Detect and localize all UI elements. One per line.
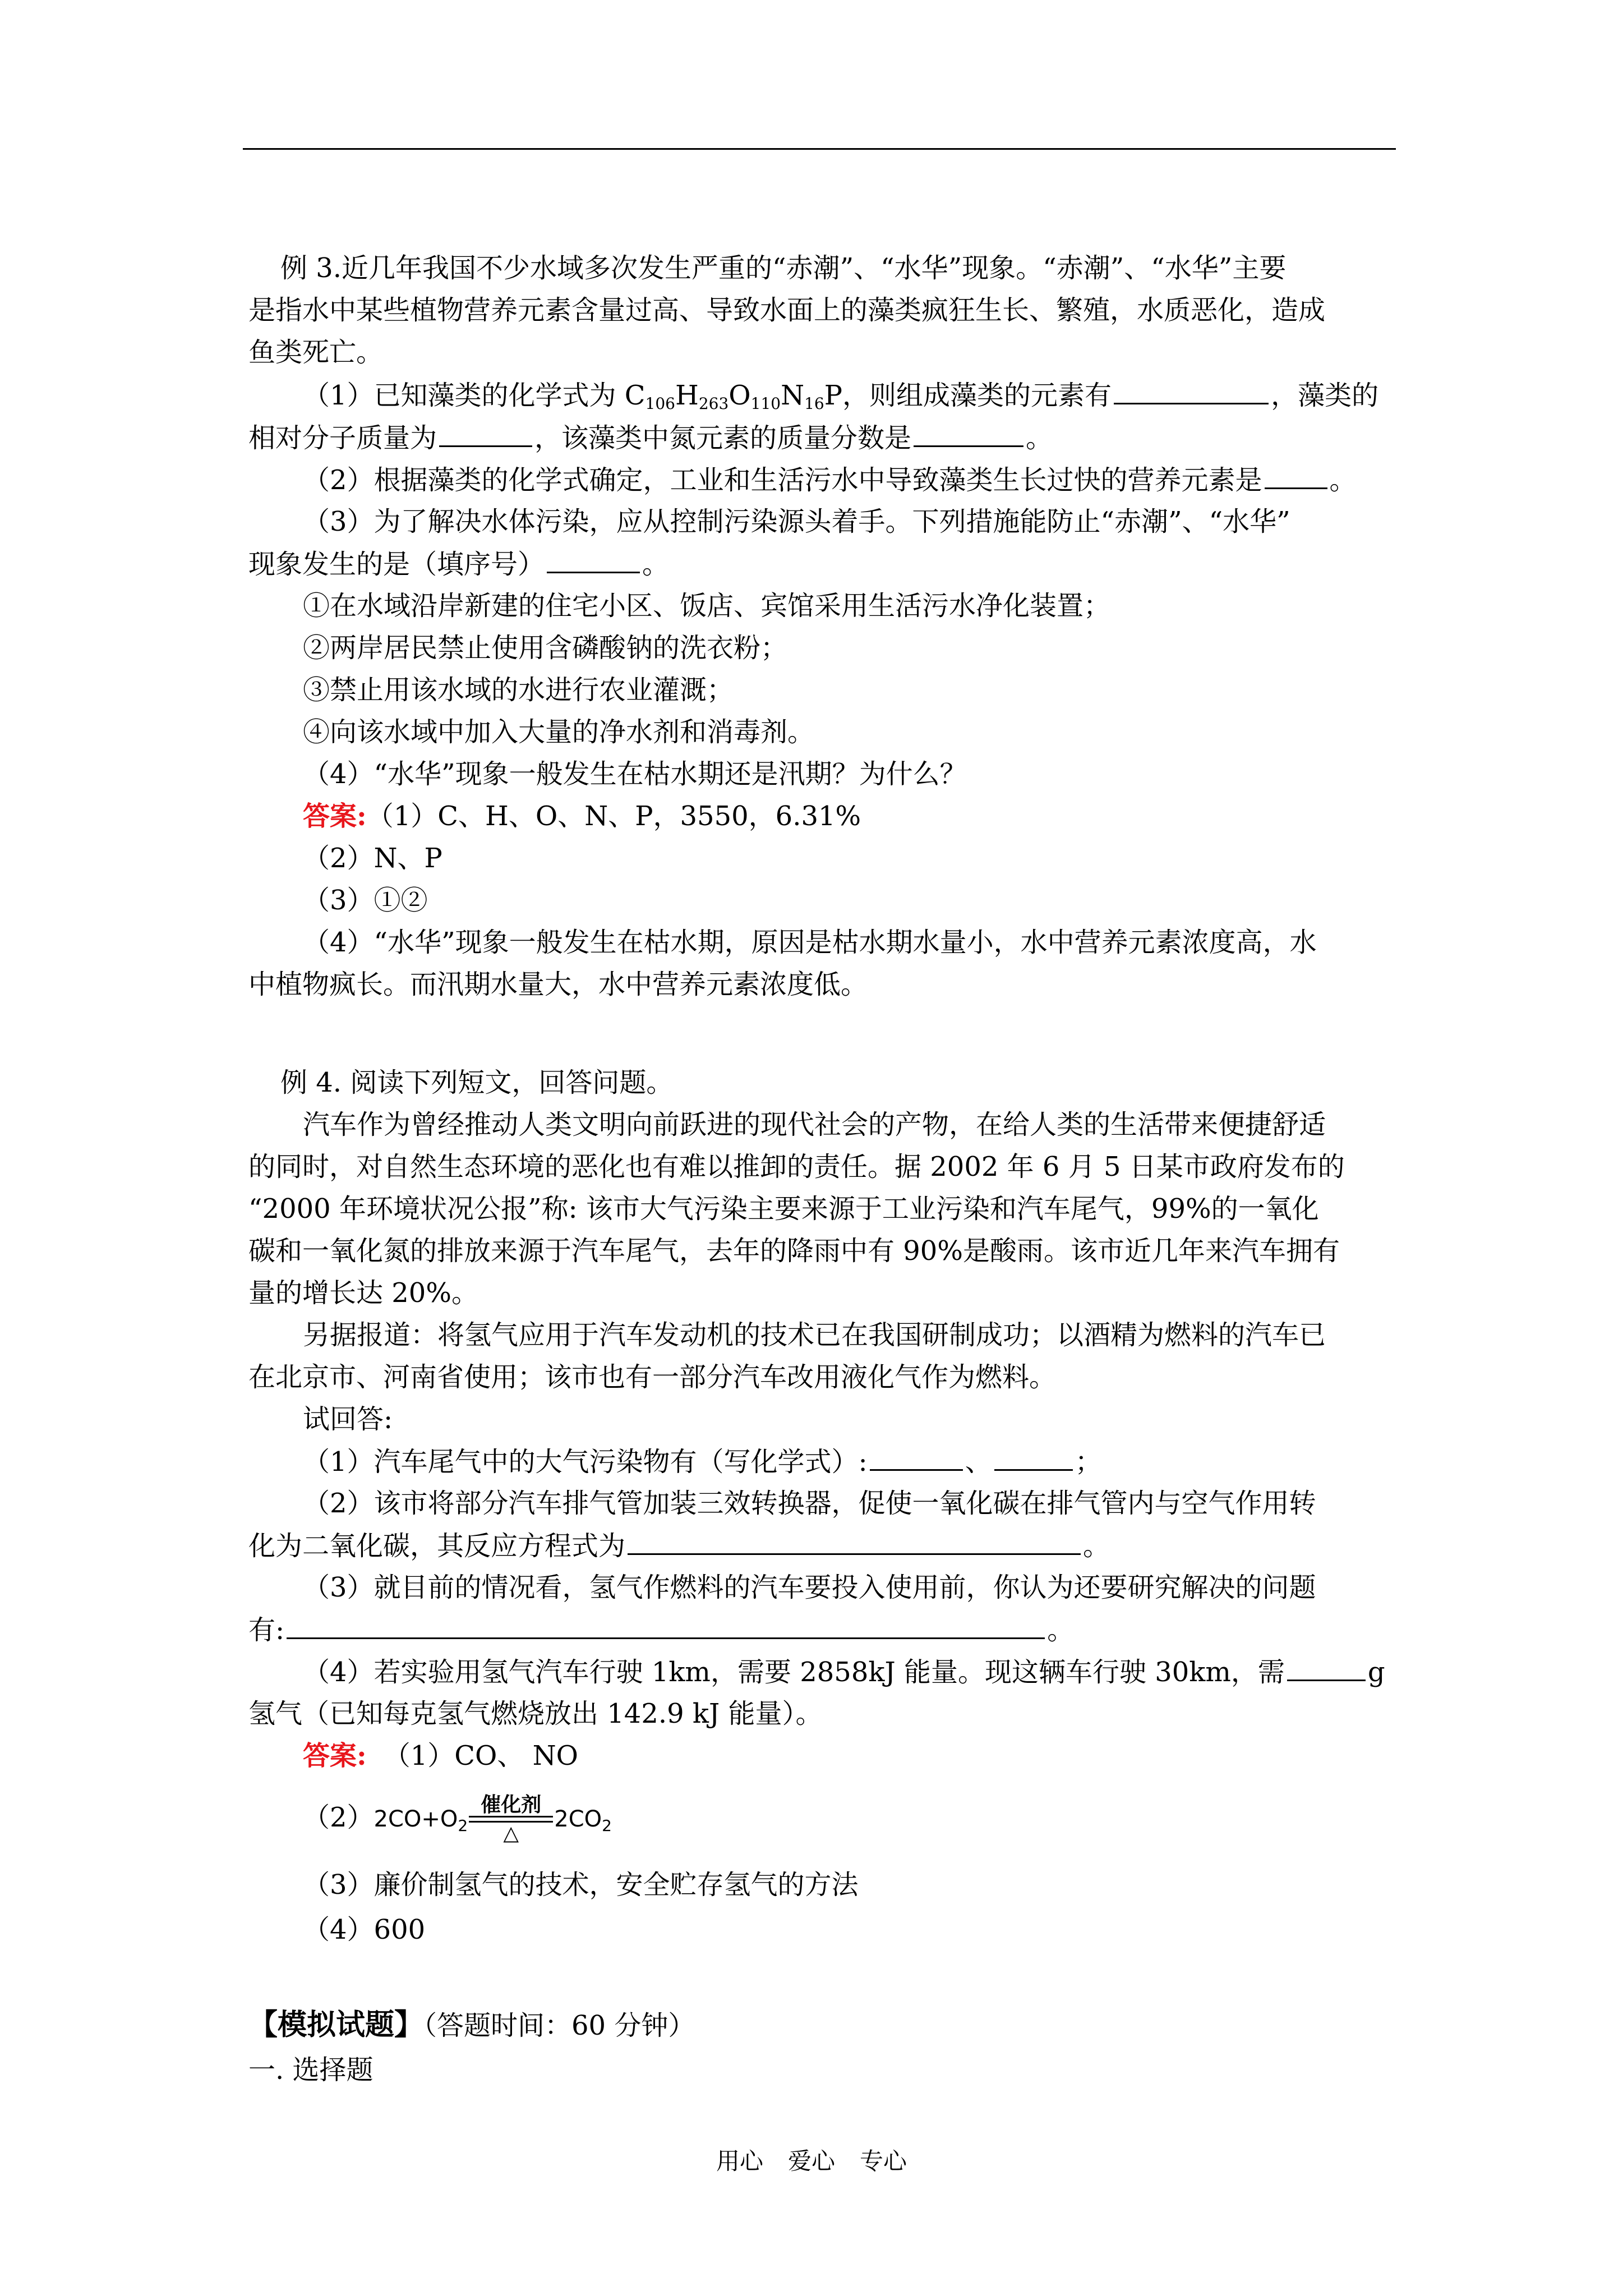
ex4-question-4-cont: 氢气（已知每克氢气燃烧放出 142.9 kJ 能量）。 bbox=[248, 1698, 823, 1729]
answer-blank[interactable] bbox=[1265, 463, 1327, 489]
ex4-passage-line3: “2000 年环境状况公报”称: 该市大气污染主要来源于工业污染和汽车尾气，99%的一氧化 bbox=[248, 1193, 1319, 1225]
answer-blank[interactable] bbox=[287, 1613, 1045, 1639]
ex4-question-2: （2）该市将部分汽车排气管加装三效转换器，促使一氧化碳在排气管内与空气作用转 bbox=[303, 1488, 1316, 1519]
ex4-passage-line4: 碳和一氧化氮的排放来源于汽车尾气，去年的降雨中有 90%是酸雨。该市近几年来汽车拥有 bbox=[248, 1235, 1340, 1267]
ex4-question-2-cont: 化为二氧化碳，其反应方程式为 。 bbox=[248, 1529, 1110, 1563]
section-subheading: 一. 选择题 bbox=[248, 2054, 374, 2086]
ex4-question-3: （3）就目前的情况看，氢气作燃料的汽车要投入使用前，你认为还要研究解决的问题 bbox=[303, 1572, 1316, 1603]
ex3-answer-4-cont: 中植物疯长。而汛期水量大，水中营养元素浓度低。 bbox=[248, 969, 868, 1000]
section-heading: 【模拟试题】（答题时间：60 分钟） bbox=[248, 2008, 695, 2042]
ex4-passage-line5: 量的增长达 20%。 bbox=[248, 1277, 478, 1309]
ex4-passage-line7: 在北京市、河南省使用；该市也有一部分汽车改用液化气作为燃料。 bbox=[248, 1361, 1057, 1393]
answer-blank[interactable] bbox=[1287, 1655, 1366, 1681]
answer-blank[interactable] bbox=[1114, 378, 1269, 404]
ex3-option-1: ①在水域沿岸新建的住宅小区、饭店、宾馆采用生活污水净化装置； bbox=[303, 590, 1111, 622]
ex3-answer-2: （2）N、P bbox=[303, 843, 442, 874]
answer-blank[interactable] bbox=[628, 1529, 1081, 1555]
ex4-answer-4: （4）600 bbox=[303, 1914, 426, 1945]
answer-blank[interactable] bbox=[547, 547, 640, 573]
ex3-question-1-cont: 相对分子质量为 ，该藻类中氮元素的质量分数是 。 bbox=[248, 421, 1053, 455]
answer-blank[interactable] bbox=[870, 1444, 963, 1471]
ex4-answer-2: $(2)2CO+O_2$ 催化剂 △ $2CO_2$ bbox=[303, 1793, 612, 1845]
ex3-intro-line1: 例 3.近几年我国不少水域多次发生严重的“赤潮”、“水华”现象。“赤潮”、“水华”主要 bbox=[280, 252, 1287, 284]
ex3-option-2: ②两岸居民禁止使用含磷酸钠的洗衣粉； bbox=[303, 632, 788, 664]
ex3-question-3: （3）为了解决水体污染，应从控制污染源头着手。下列措施能防止“赤潮”、“水华” bbox=[303, 506, 1290, 537]
answer-label: 答案: bbox=[303, 800, 367, 832]
ex4-answer-3: （3）廉价制氢气的技术，安全贮存氢气的方法 bbox=[303, 1869, 859, 1901]
answer-label: 答案: bbox=[303, 1740, 367, 1772]
ex3-option-4: ④向该水域中加入大量的净水剂和消毒剂。 bbox=[303, 716, 815, 748]
ex3-question-4: （4）“水华”现象一般发生在枯水期还是汛期？为什么？ bbox=[303, 758, 967, 790]
ex3-answer-4: （4）“水华”现象一般发生在枯水期，原因是枯水期水量小，水中营养元素浓度高，水 bbox=[303, 927, 1317, 958]
ex4-passage-line2: 的同时，对自然生态环境的恶化也有难以推卸的责任。据 2002 年 6 月 5 日某市政府发布的 bbox=[248, 1151, 1345, 1182]
header-rule bbox=[243, 148, 1396, 150]
ex4-question-3-cont: 有: 。 bbox=[248, 1613, 1074, 1647]
answer-blank[interactable] bbox=[914, 421, 1023, 447]
page-footer: 用心 爱心 专心 bbox=[716, 2147, 907, 2175]
ex3-option-3: ③禁止用该水域的水进行农业灌溉； bbox=[303, 674, 734, 706]
ex4-prompt: 试回答: bbox=[303, 1404, 393, 1435]
ex3-answer-3: （3）①② bbox=[303, 885, 428, 916]
ex3-answer-1: 答案:（1）C、H、O、N、P，3550，6.31% bbox=[303, 800, 861, 832]
ex4-intro: 例 4. 阅读下列短文，回答问题。 bbox=[280, 1067, 674, 1098]
ex3-intro-line2: 是指水中某些植物营养元素含量过高、导致水面上的藻类疯狂生长、繁殖，水质恶化，造成 bbox=[248, 295, 1326, 326]
ex4-question-4: （4）若实验用氢气汽车行驶 1km，需要 2858kJ 能量。现这辆车行驶 30km，需 g bbox=[303, 1655, 1385, 1689]
ex4-question-1: （1）汽车尾气中的大气污染物有（写化学式）: 、 ； bbox=[303, 1444, 1102, 1479]
answer-blank[interactable] bbox=[439, 421, 532, 447]
ex3-question-1: （1）已知藻类的化学式为 $C_{106}H_{263}O_{110}N_{16}P$，则组成藻类的元素有 ，藻类的 bbox=[303, 378, 1378, 421]
ex3-question-3-cont: 现象发生的是（填序号） 。 bbox=[248, 547, 669, 581]
ex4-passage-line6: 另据报道：将氢气应用于汽车发动机的技术已在我国研制成功；以酒精为燃料的汽车已 bbox=[303, 1319, 1326, 1351]
equation: $2CO+O_2$ bbox=[374, 1806, 468, 1835]
equation-arrow: 催化剂 △ bbox=[469, 1795, 553, 1845]
answer-blank[interactable] bbox=[994, 1444, 1073, 1471]
ex3-question-2: （2）根据藻类的化学式确定，工业和生活污水中导致藻类生长过快的营养元素是 。 bbox=[303, 463, 1357, 497]
ex4-passage-line1: 汽车作为曾经推动人类文明向前跃进的现代社会的产物，在给人类的生活带来便捷舒适 bbox=[303, 1109, 1326, 1140]
ex4-answer-1: 答案: （1）CO、 NO bbox=[303, 1740, 578, 1772]
ex3-intro-line3: 鱼类死亡。 bbox=[248, 337, 384, 368]
